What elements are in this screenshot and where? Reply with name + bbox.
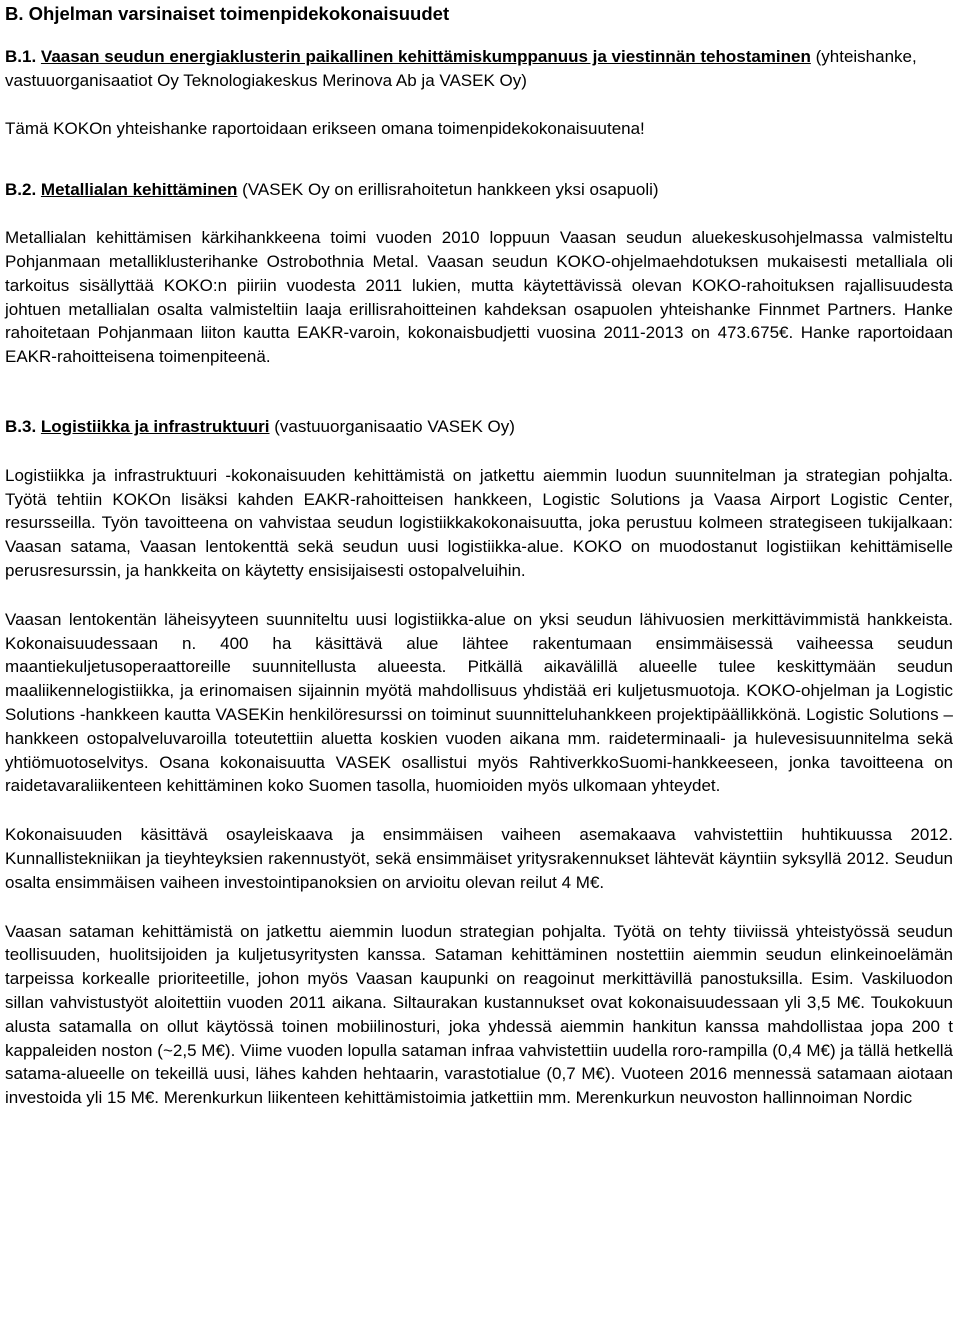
section-note: (VASEK Oy on erillisrahoitetun hankkeen yksi osapuoli) [242, 180, 659, 200]
section-note: (yhteishanke, vastuuorganisaatiot Oy Teknologiakeskus Merinova Ab ja VASEK Oy) [5, 47, 917, 90]
paragraph: Tämä KOKOn yhteishanke raportoidaan erikseen omana toimenpidekokonaisuutena! [5, 118, 645, 138]
paragraph: Kokonaisuuden käsittävä osayleiskaava ja ensimmäisen vaiheen asemakaava vahvistettiin huhtikuussa 2012. Kunnallistekniikan ja tieyhteyksien rakennustyöt, sekä ensimmäiset yritysrakennukset lähtevät käyntiin syksyllä 2012. Seudun osalta ensimmäisen vaiheen investointipanoksien on arvioitu olevan reilut 4 M€. [5, 825, 953, 892]
paragraph: Vaasan lentokentän läheisyyteen suunniteltu uusi logistiikka-alue on yksi seudun lähivuosien merkittävimmistä hankkeista. Kokonaisuudessaan n. 400 ha käsittävä alue lähtee rakentumaan ensimmäisessä vaiheessa seudun maantiekuljetusoperaattoreille suunnitellusta alueesta. Pitkällä aikavälillä alueelle tulee keskittymään seudun maaliikennelogistiikka, ja erinomaisen sijainnin myötä mahdollisuus yhdistää eri kuljetusmuotoja. KOKO-ohjelman ja Logistic Solutions -hankkeen kautta VASEKin henkilöresurssi on toiminut suunnitteluhankkeen projektipäällikkönä. Logistic Solutions –hankkeen ostopalveluvaroilla toteutettiin aluetta koskien vuoden aikana mm. raideterminaali- ja hulevesisuunnitelma sekä yhtiömuotoselvitys. Osana kokonaisuutta VASEK osallistui myös RahtiverkkoSuomi-hankkeeseen, jonka tavoitteena on raidetavaraliikenteen kehittäminen koko Suomen tasolla, huomioiden myös ulkomaan yhteydet. [5, 609, 953, 796]
section-title: Metallialan kehittäminen [40, 180, 238, 200]
section-title: Vaasan seudun energiaklusterin paikallinen kehittämiskumppanuus ja viestinnän tehostaminen [40, 47, 811, 66]
document-page [5, 0, 953, 1110]
document-title: B. Ohjelman varsinaiset toimenpidekokonaisuudet [5, 3, 450, 24]
section-b2 [5, 178, 953, 369]
section-note: (vastuuorganisaatio VASEK Oy) [274, 416, 515, 436]
section-number: B.1. [5, 47, 37, 66]
section-heading [5, 45, 953, 93]
paragraph: Vaasan sataman kehittämistä on jatkettu aiemmin luodun strategian pohjalta. Työtä on tehty tiiviissä yhteistyössä seudun teollisuuden, huolitsijoiden ja kuljetusyritysten kanssa. Sataman kehittäminen nostettiin aiemmin seudun elinkeinoelämän tarpeissa korkealle prioriteetille, johon myös Vaasan kaupunki on reagoinut merkittävillä panostuksilla. Esim. Vaskiluodon sillan vahvistustyöt aloitettiin vuoden 2011 aikana. Siltaurakan kustannukset ovat kokonaisuudessaan yli 3,5 M€. Toukokuun alusta satamalla on ollut käytössä toinen mobiilinosturi, joka yhdessä aiemmin hankitun kanssa mahdollistaa jopa 200 t kappaleiden noston (~2,5 M€). Viime vuoden lopulla sataman infraa vahvistettiin uudella roro-rampilla (0,4 M€) ja tällä hetkellä satama-alueelle on tekeillä uusi, lähes kahden hehtaarin, varastotialue (0,7 M€). Vuoteen 2016 mennessä satamaan aiotaan investoida yli 15 M€. Merenkurkun liikenteen kehittämistoimia jatkettiin mm. Merenkurkun neuvoston hallinnoiman Nordic [5, 921, 953, 1108]
paragraph: Logistiikka ja infrastruktuuri -kokonaisuuden kehittämistä on jatkettu aiemmin luodun suunnitelman ja strategian pohjalta. Työtä tehtiin KOKOn lisäksi kahden EAKR-rahoitteisen hankkeen, Logistic Solutions ja Vaasa Airport Logistic Center, resursseilla. Työn tavoitteena on vahvistaa seudun logistiikkakokonaisuutta, joka perustuu kolmeen strategiseen tukijalkaan: Vaasan satama, Vaasan lentokenttä sekä seudun uusi logistiikka-alue. KOKO on muodostanut logistiikan kehittämiselle perusresurssin, ja hankkeita on käytetty ensisijaisesti ostopalveluihin. [5, 465, 953, 580]
section-title: Logistiikka ja infrastruktuuri [40, 416, 270, 436]
paragraph: Metallialan kehittämisen kärkihankkeena toimi vuoden 2010 loppuun Vaasan seudun aluekeskusohjelmassa valmisteltu Pohjanmaan metalliklusterihanke Ostrobothnia Metal. Vaasan seudun KOKO-ohjelmaehdotuksen mukaisesti metalliala oli tarkoitus sisällyttää KOKO:n piiriin vuodesta 2011 lukien, mutta käytettävissä olevan KOKO-rahoituksen rajallisuudesta johtuen metallialan osalta valmisteltiin laaja erillisrahoitteinen kahdeksan osapuolen yhteishanke Finnmet Partners. Hanke rahoitetaan Pohjanmaan liiton kautta EAKR-varoin, kokonaisbudjetti vuosina 2011-2013 on 473.675€. Hanke raportoidaan EAKR-rahoitteisena toimenpiteenä. [5, 228, 953, 367]
section-heading [5, 178, 953, 202]
section-number: B.3. [5, 416, 37, 436]
section-b1 [5, 45, 953, 140]
section-heading [5, 415, 953, 439]
section-number: B.2. [5, 180, 37, 200]
section-b3 [5, 415, 953, 1110]
